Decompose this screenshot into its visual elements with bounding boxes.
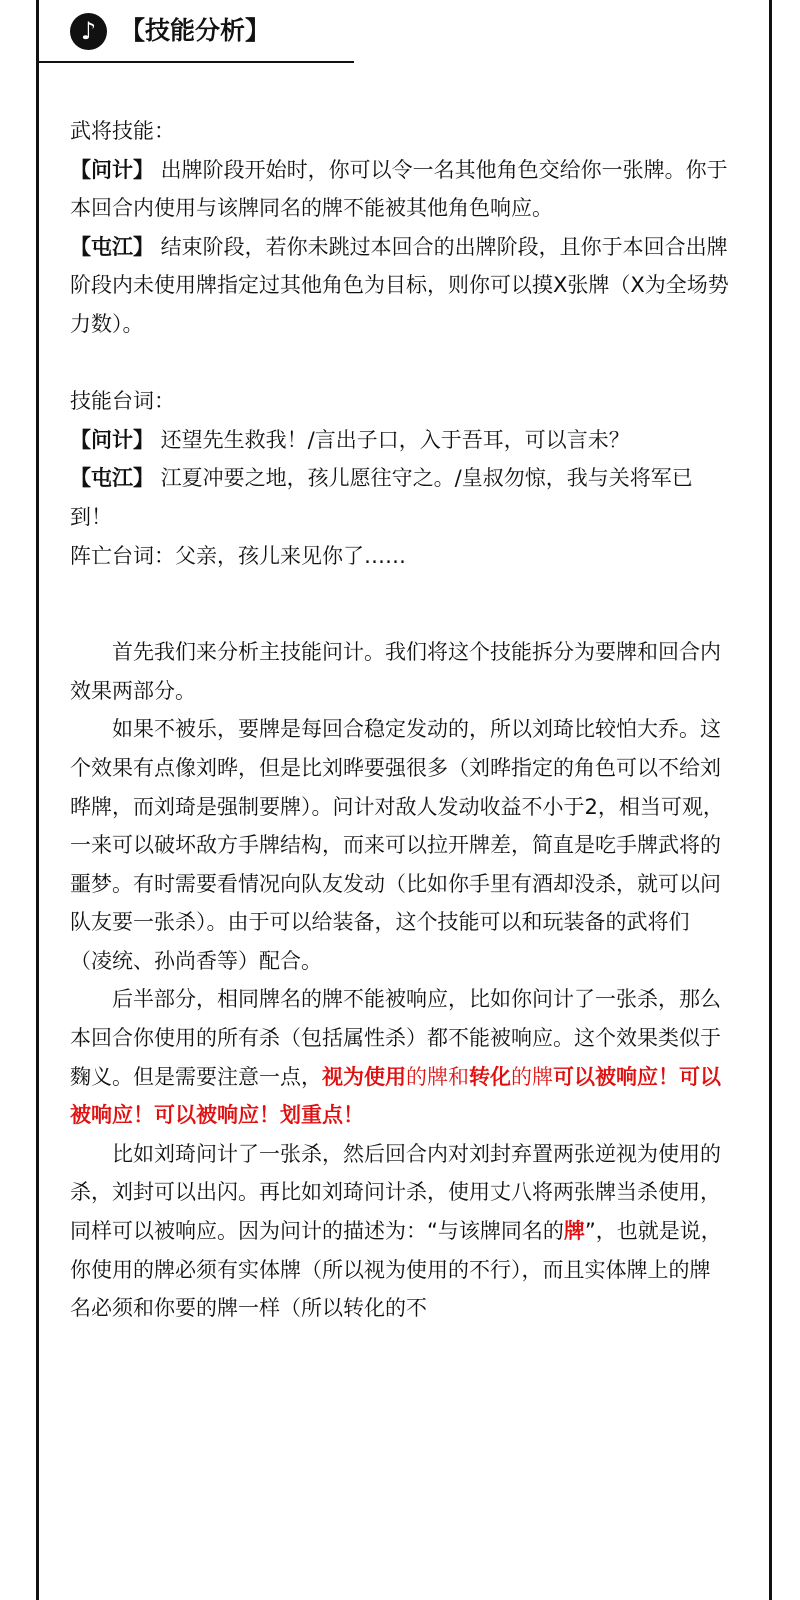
skill-wenji: [70, 151, 730, 228]
skill-desc: 结束阶段，若你未跳过本回合的出牌阶段，且你于本回合出牌阶段内未使用牌指定过其他角色为目标，则你可以摸X张牌（X为全场势力数）。: [70, 234, 729, 336]
analysis-paragraph-4: [70, 1135, 730, 1328]
skill-tunjiang: [70, 228, 730, 344]
header-divider: [36, 61, 354, 63]
skill-desc: 出牌阶段开始时，你可以令一名其他角色交给你一张牌。你于本回合内使用与该牌同名的牌不能被其他角色响应。: [70, 157, 728, 221]
section-title: 【技能分析】: [120, 16, 271, 45]
highlight-text: 的牌和: [406, 1064, 469, 1089]
text: ”，也就是说，你使用的牌必须有实体牌（所以视为使用的不行），而且实体牌上的牌名必须和你要的牌一样（所以转化的不: [70, 1219, 722, 1321]
music-note-icon: ♪: [70, 13, 107, 50]
highlight: 可以被响应！可以被响应！可以被响应！划重点！: [70, 1064, 721, 1128]
skill-name: 【问计】: [70, 427, 154, 452]
quote-text: 江夏冲要之地，孩儿愿往守之。/皇叔勿惊，我与关将军已到！: [70, 466, 693, 529]
quote-text: 还望先生救我！/言出子口，入于吾耳，可以言未？: [154, 427, 630, 452]
highlight: 转化: [469, 1064, 511, 1089]
analysis-paragraph-1: 首先我们来分析主技能问计。我们将这个技能拆分为要牌和回合内效果两部分。: [70, 640, 721, 703]
highlight-text: 的牌: [511, 1064, 553, 1089]
skill-name: 【问计】: [70, 157, 154, 182]
text: 比如刘琦问计了一张杀，然后回合内对刘封弃置两张逆视为使用的杀，刘封可以出闪。再比如刘琦问计杀，使用丈八将两张牌当杀使用，同样可以被响应。因为问计的描述为：“与该牌同名的: [70, 1141, 721, 1244]
quote-wenji: [70, 421, 730, 460]
text: 后半部分，相同牌名的牌不能被响应，比如你问计了一张杀，那么本回合你使用的所有杀（包括属性杀）都不能被响应。这个效果类似于麴义。但是需要注意一点，: [70, 987, 721, 1089]
skill-name: 【屯江】: [70, 234, 154, 259]
skills-heading: 武将技能：: [70, 119, 175, 143]
death-quote: 阵亡台词：父亲，孩儿来见你了……: [70, 543, 406, 568]
quotes-heading: 技能台词：: [70, 389, 175, 414]
analysis-paragraph-2: 如果不被乐，要牌是每回合稳定发动的，所以刘琦比较怕大乔。这个效果有点像刘晔，但是比刘晔要强很多（刘晔指定的角色可以不给刘晔牌，而刘琦是强制要牌）。问计对敌人发动收益不小于2，相当可观，一来可以破坏敌方手牌结构，而来可以拉开牌差，简直是吃手牌武将的噩梦。有时需要看情况向队友发动（比如你手里有酒却没杀，就可以问队友要一张杀）。由于可以给装备，这个技能可以和玩装备的武将们（凌统、孙尚香等）配合。: [70, 717, 724, 973]
highlight: 视为使用: [322, 1064, 406, 1089]
skill-name: 【屯江】: [70, 466, 154, 491]
article-body: [70, 112, 730, 1328]
spacer: [70, 575, 730, 633]
spacer: [70, 344, 730, 383]
analysis-paragraph-3: [70, 980, 730, 1134]
highlight: 牌: [563, 1219, 585, 1244]
quote-tunjiang: [70, 459, 730, 536]
